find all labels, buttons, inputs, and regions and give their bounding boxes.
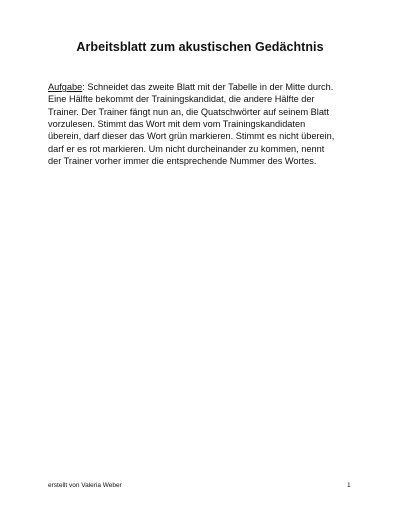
task-line-5: überein, darf dieser das Wort grün markieren. Stimmt es nicht überein, [48,131,335,142]
footer-author: erstellt von Valeria Weber [48,482,122,489]
task-line-1 [48,81,368,93]
task-line-7: der Trainer vorher immer die entsprechende Nummer des Wortes. [48,156,317,167]
task-paragraph [48,81,368,167]
task-line-6: darf er es rot markieren. Um nicht durcheinander zu kommen, nennt [48,143,325,154]
page-title: Arbeitsblatt zum akustischen Gedächtnis [76,40,324,54]
task-label: Aufgabe [48,82,83,92]
task-line-3: Trainer. Der Trainer fängt nun an, die Quatschwörter auf seinem Blatt [48,106,330,117]
footer-page-number: 1 [347,482,351,489]
task-line-4: vorzulesen. Stimmt das Wort mit dem vom Trainingskandidaten [48,119,306,130]
task-line-1-text: : Schneidet das zweite Blatt mit der Tabelle in der Mitte durch. [82,82,334,92]
task-line-2: Eine Hälfte bekommt der Trainingskandidat, die andere Hälfte der [48,94,315,105]
